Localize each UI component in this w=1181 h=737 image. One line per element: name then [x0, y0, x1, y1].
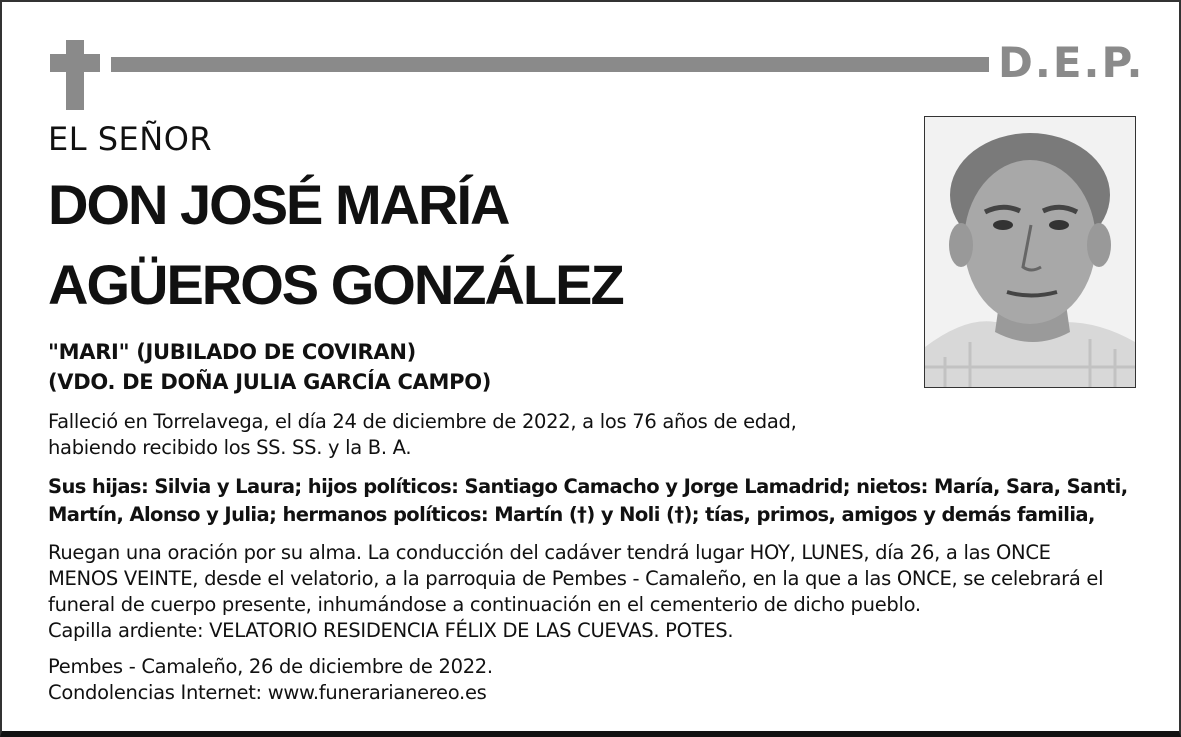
latin-cross-icon	[66, 40, 84, 110]
latin-cross-icon-bar	[50, 54, 100, 72]
portrait-photo	[924, 116, 1136, 388]
funeral-request-line-2: MENOS VEINTE, desde el velatorio, a la parroquia de Pembes - Camaleño, en la que a las ONCE, se celebrará el	[48, 567, 1104, 590]
dep-label: D.E.P.	[998, 38, 1145, 87]
death-details-line-2: habiendo recibido los SS. SS. y la B. A.	[48, 436, 412, 459]
family-line-1: Sus hijas: Silvia y Laura; hijos políticos: Santiago Camacho y Jorge Lamadrid; nietos: María, Sara, Santi,	[48, 475, 1128, 498]
honorific: EL SEÑOR	[48, 120, 213, 158]
funeral-request-line-3: funeral de cuerpo presente, inhumándose a continuación en el cementerio de dicho pueblo.	[48, 593, 921, 616]
portrait-image	[925, 117, 1135, 387]
death-details-line-1: Falleció en Torrelavega, el día 24 de diciembre de 2022, a los 76 años de edad,	[48, 410, 797, 433]
widower-of: (VDO. DE DOÑA JULIA GARCÍA CAMPO)	[48, 370, 492, 394]
funeral-request-line-1: Ruegan una oración por su alma. La conducción del cadáver tendrá lugar HOY, LUNES, día 26, a las ONCE	[48, 541, 1051, 564]
deceased-name-line-1: DON JOSÉ MARÍA	[48, 173, 509, 236]
wake-location: Capilla ardiente: VELATORIO RESIDENCIA FÉLIX DE LAS CUEVAS. POTES.	[48, 619, 734, 642]
header-rule	[111, 57, 989, 72]
place-date: Pembes - Camaleño, 26 de diciembre de 2022.	[48, 655, 493, 678]
family-line-2: Martín, Alonso y Julia; hermanos políticos: Martín (†) y Noli (†); tías, primos, amigos y demás familia,	[48, 503, 1095, 526]
deceased-name-line-2: AGÜEROS GONZÁLEZ	[48, 253, 623, 316]
condolences-website: Condolencias Internet: www.funerarianereo.es	[48, 681, 487, 704]
nickname-occupation: "MARI" (JUBILADO DE COVIRAN)	[48, 340, 416, 364]
